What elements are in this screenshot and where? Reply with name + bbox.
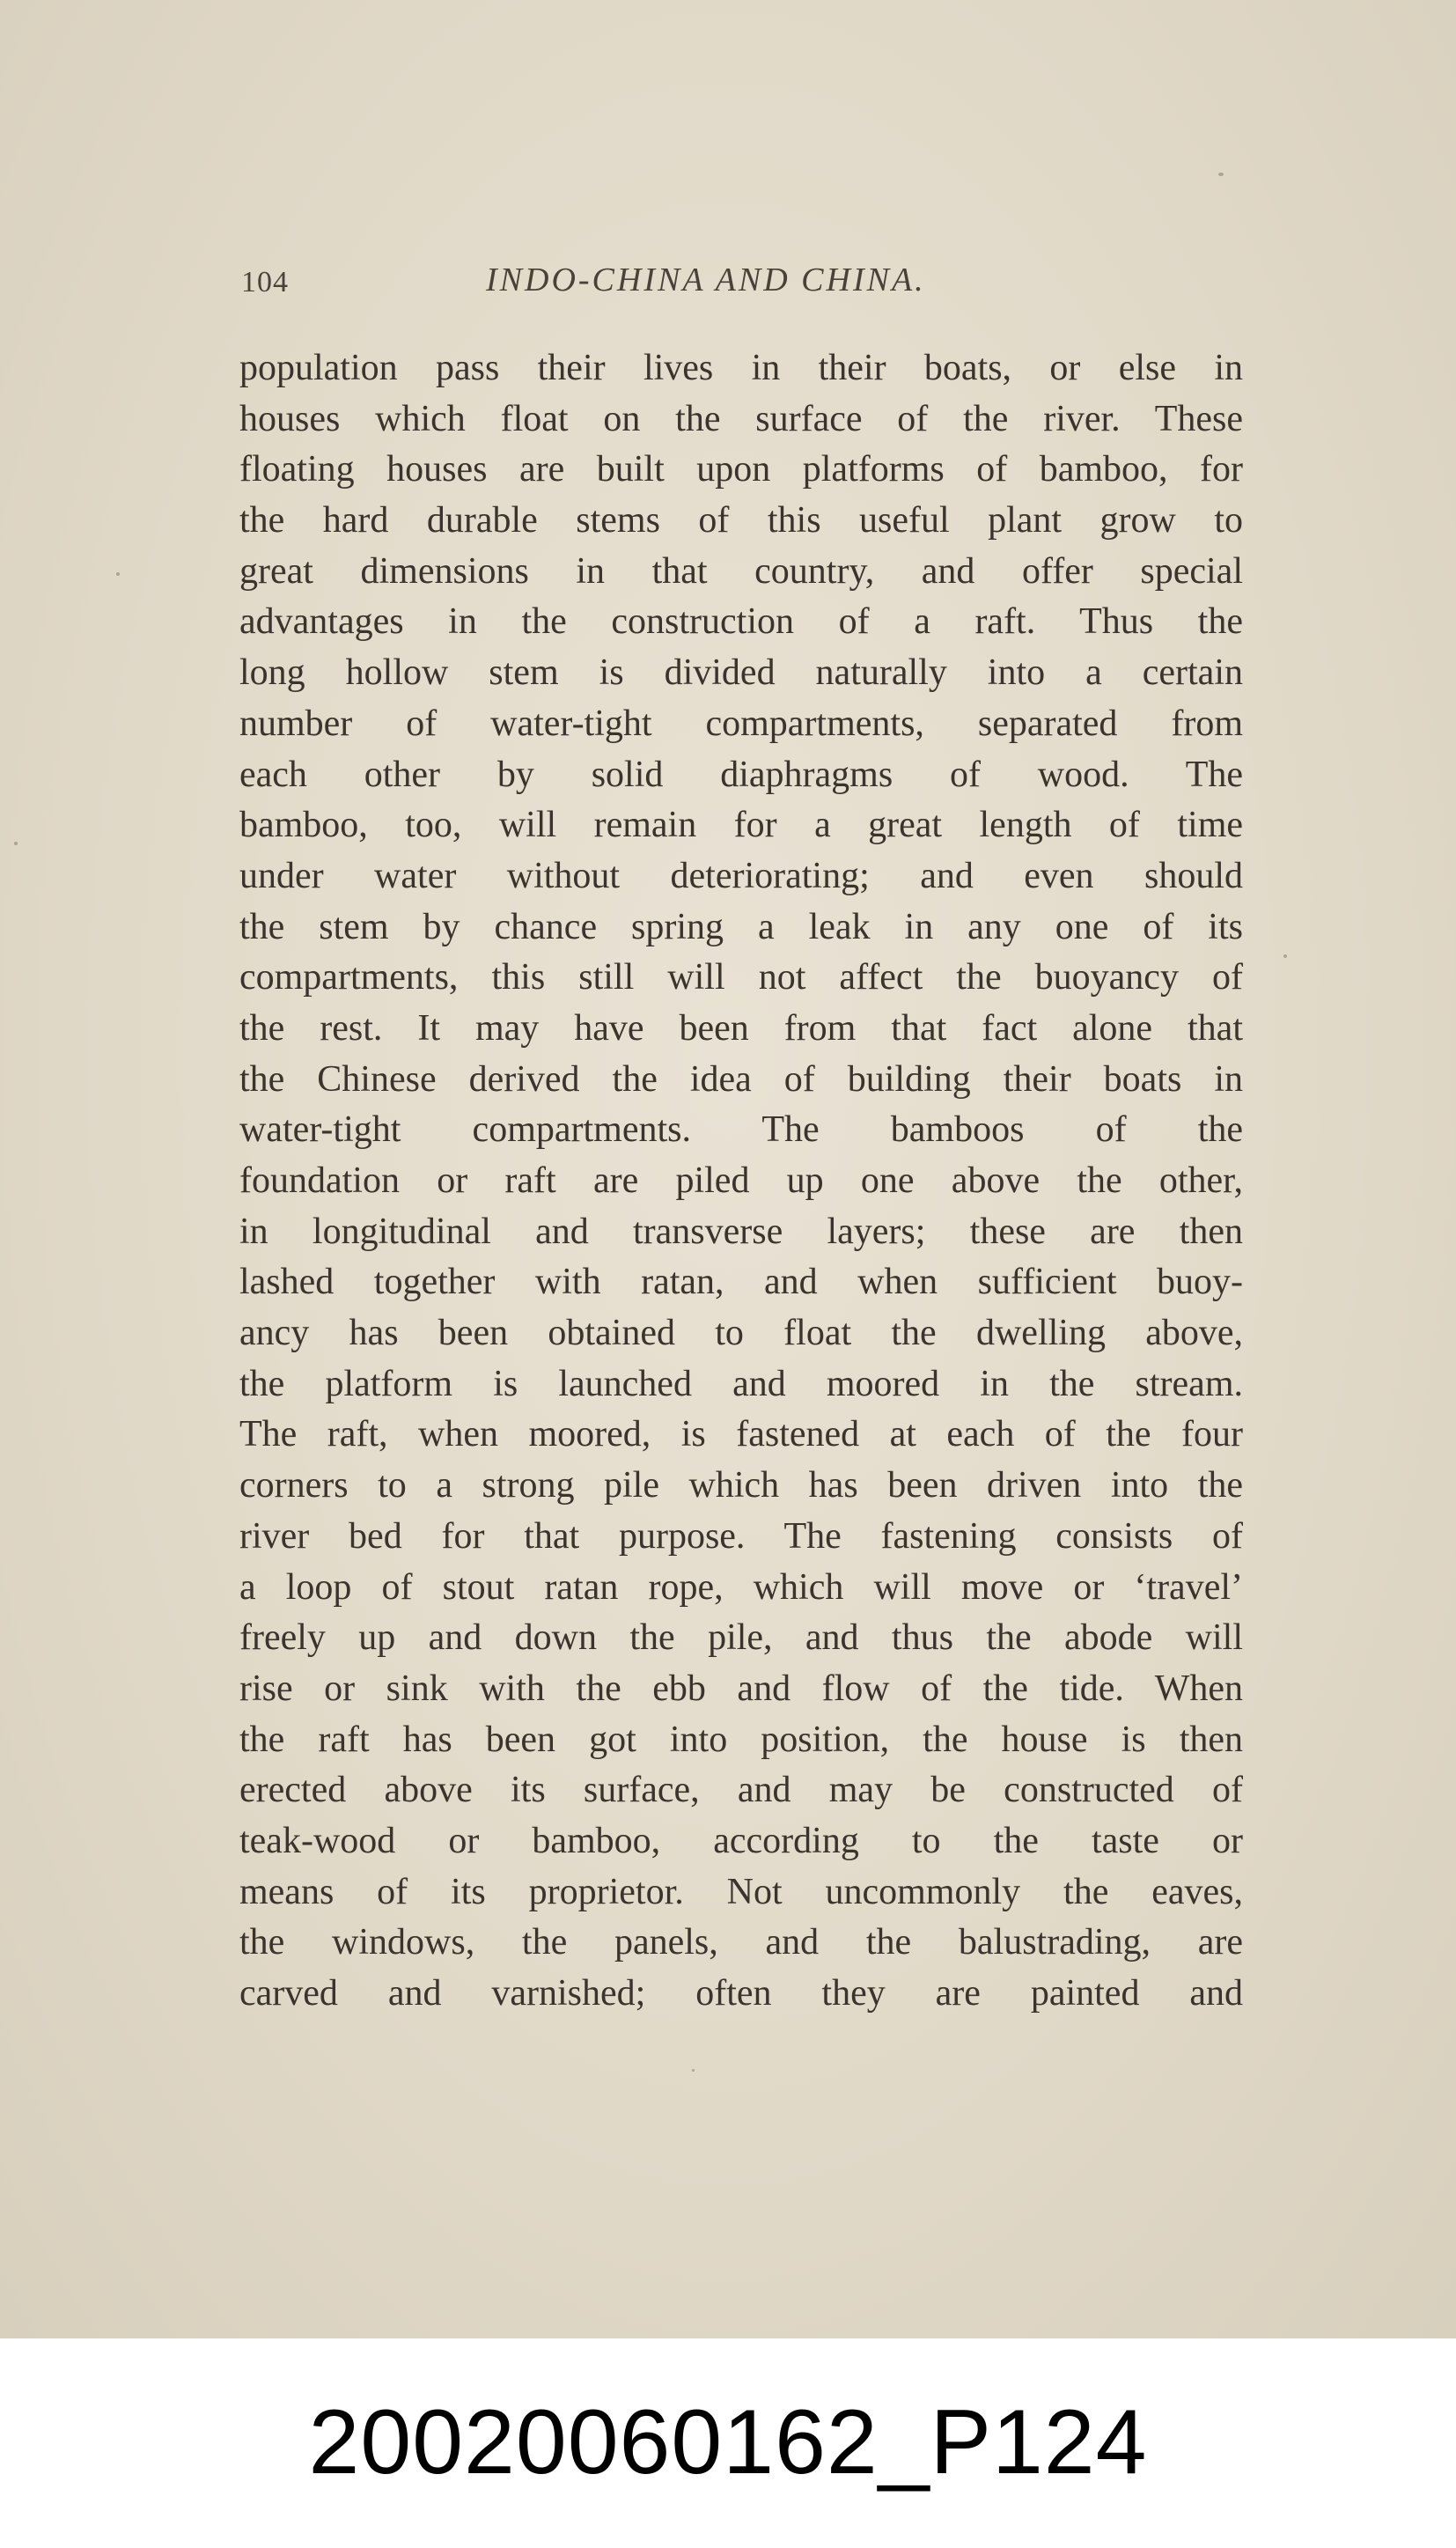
text-line: freely up and down the pile, and thus the abode will [239,1617,1243,1659]
text-line: great dimensions in that country, and offer special [239,550,1243,592]
text-line: water-tight compartments. The bamboos of the [239,1109,1243,1151]
text-line: the rest. It may have been from that fact alone that [239,1007,1243,1049]
text-line: teak-wood or bamboo, according to the taste or [239,1820,1243,1861]
text-line: corners to a strong pile which has been driven into the [239,1465,1243,1506]
text-line: ancy has been obtained to float the dwelling above, [239,1313,1243,1354]
text-line: houses which float on the surface of the river. These [239,398,1243,439]
paper-speck [1218,173,1224,176]
text-line: erected above its surface, and may be constructed of [239,1770,1243,1811]
text-line: floating houses are built upon platforms of bamboo, for [239,449,1243,490]
text-line: foundation or raft are piled up one above the other, [239,1160,1243,1201]
text-line: population pass their lives in their boats, or else in [239,348,1243,388]
text-line: The raft, when moored, is fastened at each of the four [239,1414,1243,1455]
body-text [239,343,1243,2020]
text-line: number of water-tight compartments, separated from [239,703,1243,744]
running-head [241,261,1246,308]
text-line: under water without deteriorating; and even should [239,855,1243,896]
text-line: rise or sink with the ebb and flow of the tide. When [239,1668,1243,1709]
text-line: the platform is launched and moored in the stream. [239,1363,1243,1404]
text-line: each other by solid diaphragms of wood. The [239,754,1243,795]
text-line: carved and varnished; often they are painted and [239,1973,1243,2014]
running-title: INDO-CHINA AND CHINA. [486,261,926,298]
text-line: the stem by chance spring a leak in any one of its [239,906,1243,947]
paper-speck [692,2069,695,2072]
text-line: lashed together with ratan, and when sufficient buoy- [239,1262,1243,1303]
text-line: compartments, this still will not affect the buoyancy of [239,957,1243,998]
paper-speck [14,842,18,845]
archive-id: 20020060162_P124 [308,2391,1148,2493]
text-line: the raft has been got into position, the house is then [239,1719,1243,1760]
paper-speck [116,572,120,576]
paper-speck [1283,954,1287,958]
text-line: the hard durable stems of this useful plant grow to [239,500,1243,541]
text-line: a loop of stout ratan rope, which will move or ‘travel’ [239,1566,1243,1608]
text-line: the Chinese derived the idea of building their boats in [239,1058,1243,1100]
text-line: river bed for that purpose. The fastening consists of [239,1515,1243,1557]
text-line: in longitudinal and transverse layers; these are then [239,1211,1243,1252]
text-line: means of its proprietor. Not uncommonly the eaves, [239,1871,1243,1912]
text-line: the windows, the panels, and the balustrading, are [239,1922,1243,1963]
text-line: advantages in the construction of a raft. Thus the [239,601,1243,643]
page-number: 104 [241,266,289,298]
text-line: bamboo, too, will remain for a great length of time [239,805,1243,846]
text-line: long hollow stem is divided naturally into a certain [239,652,1243,694]
